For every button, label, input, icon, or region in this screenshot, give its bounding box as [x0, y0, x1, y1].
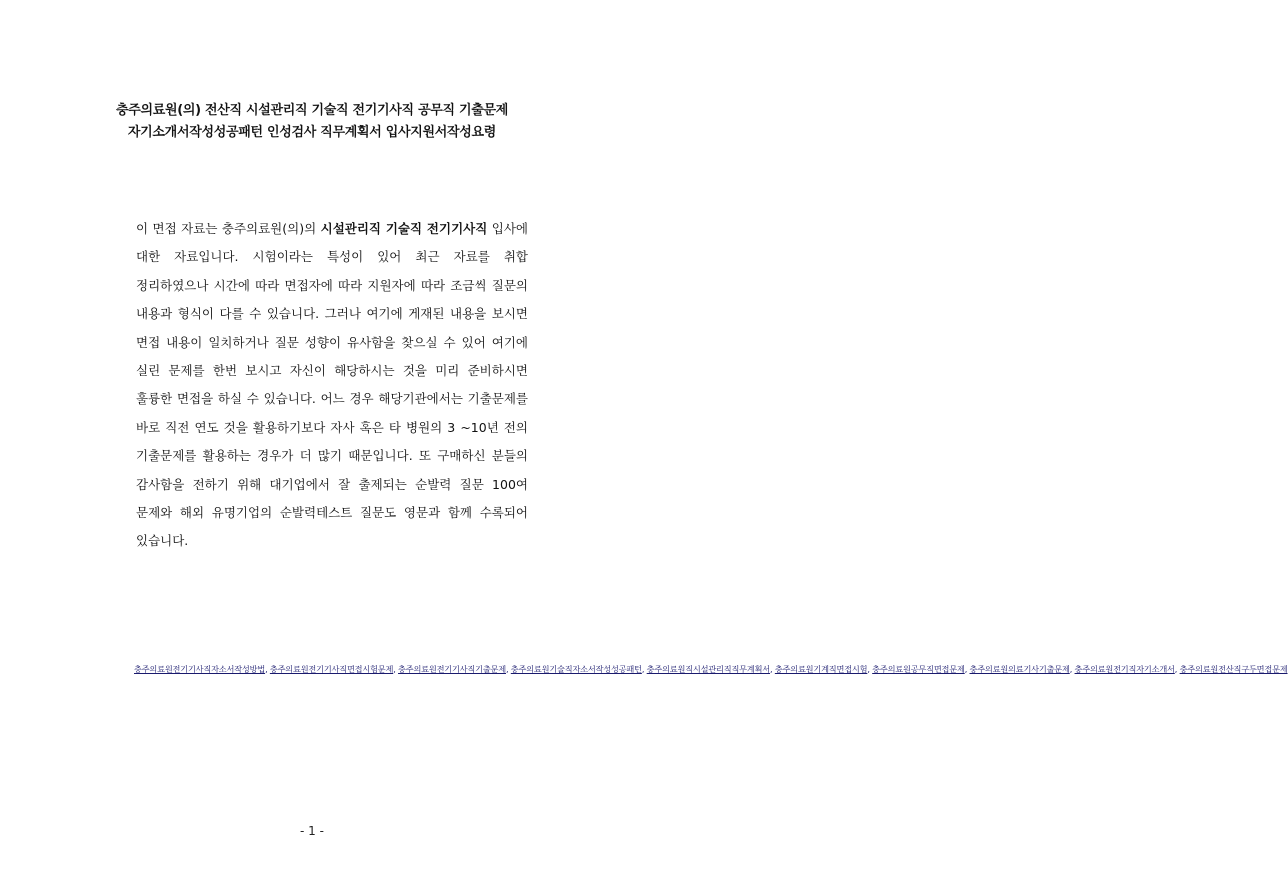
intro-bold-job-title: 시설관리직 기술직 전기기사직	[320, 221, 488, 236]
related-link[interactable]: 충주의료원기계직면접시험	[774, 664, 868, 674]
related-link[interactable]: 충주의료원전기기사직자소서작성방법	[134, 664, 266, 674]
related-link[interactable]: 충주의료원의료기사기출문제	[969, 664, 1070, 674]
link-separator: ,	[964, 664, 970, 674]
related-link[interactable]: 충주의료원전산직구두면접문제	[1179, 664, 1288, 674]
link-separator: ,	[265, 664, 270, 674]
page-number: - 1 -	[300, 824, 324, 838]
link-separator: ,	[641, 664, 647, 674]
related-links	[134, 660, 1288, 678]
title-line-2: 자기소개서작성성공패턴 인성검사 직무계획서 입사지원서작성요령	[127, 125, 497, 140]
link-separator: ,	[393, 664, 399, 674]
related-link[interactable]: 충주의료원전기기사직면접시험문제	[269, 664, 394, 674]
link-separator: ,	[867, 664, 873, 674]
title-line-1: 충주의료원(의) 전산직 시설관리직 기술직 전기기사직 공무직 기출문제	[115, 103, 509, 118]
intro-text-start: 이 면접 자료는 충주의료원(의)의	[136, 221, 321, 236]
related-link[interactable]: 충주의료원전기기사직기출문제	[398, 664, 506, 674]
link-separator: ,	[770, 664, 775, 674]
intro-text-rest: 입사에 대한 자료입니다. 시험이라는 특성이 있어 최근 자료를 취합 정리하였으나 시간에 따라 면접자에 따라 지원자에 따라 조금씩 질문의 내용과 형식이 다를 수 있습니다. 그러나 여기에 게재된 내용을 보시면 면접 내용이 일치하거나 질문 성향이 유사함을 찾으실 수 있어 여기에 실린 문제를 한번 보시고 자신이 해당하시는 것을 미리 준비하시면 훌륭한 면접을 하실 수 있습니다. 어느 경우 해당기관에서는 기출문제를 바로 직전 연도 것을 활용하기보다 자사 혹은 타 병원의 3 ~10년 전의 기출문제를 활용하는 경우가 더 많기 때문입니다. 또 구매하신 분들의 감사함을 전하기 위해 대기업에서 잘 출제되는 순발력 질문 100여 문제와 해외 유명기업의 순발력테스트 질문도 영문과 함께 수록되어 있습니다.	[136, 221, 529, 549]
related-link[interactable]: 충주의료원직시설관리직직무계획서	[646, 664, 771, 674]
related-link[interactable]: 충주의료원공무직면접문제	[872, 664, 965, 674]
related-link[interactable]: 충주의료원전기직자기소개서	[1074, 664, 1175, 674]
link-separator: ,	[1174, 664, 1180, 674]
link-separator: ,	[505, 664, 511, 674]
related-link[interactable]: 충주의료원기술직자소서작성성공패턴	[510, 664, 642, 674]
document-title	[0, 100, 624, 144]
intro-paragraph	[136, 215, 528, 556]
link-separator: ,	[1069, 664, 1075, 674]
